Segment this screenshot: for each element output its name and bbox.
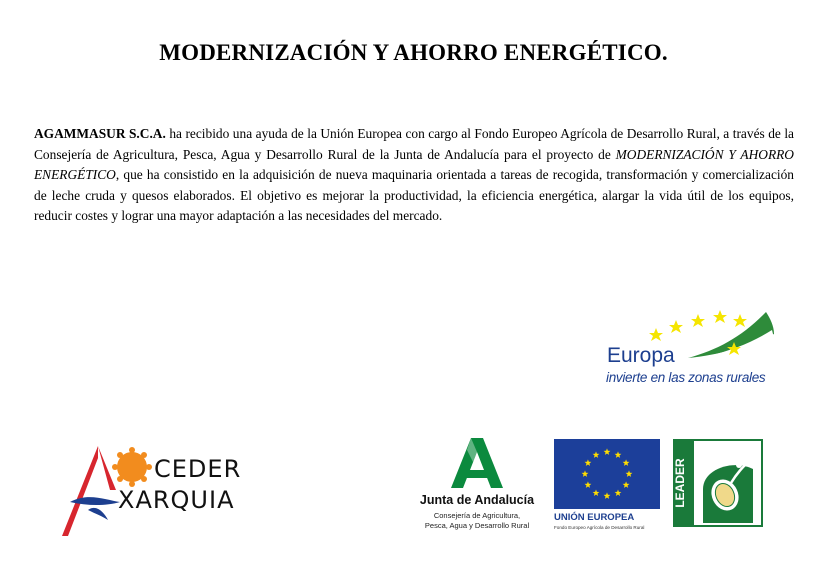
ceder-xarquia-logo [58,440,248,540]
europa-invierte-logo [600,306,780,390]
leader-logo [673,439,763,527]
company-name: AGAMMASUR S.C.A. [34,126,166,141]
eu-fund-name: Fondo Europeo Agrícola de Desarrollo Rural [554,525,645,530]
eu-name: UNIÓN EUROPEA [554,512,635,523]
body-text-1: ha recibido una ayuda de la Unión Europea con cargo al Fondo Europeo Agrícola de Desarrollo Rural, a través de la Consejería de Agricultura, Pesca, Agua y Desarrollo Rural de la Junta de Andalucía para el proyecto de [34,126,795,162]
page-title: MODERNIZACIÓN Y AHORRO ENERGÉTICO. [159,40,668,65]
junta-a-icon [449,436,505,490]
leader-label: LEADER [673,458,687,508]
body-paragraph [34,124,794,227]
body-text-2: , que ha consistido en la adquisición de nueva maquinaria orientada a tareas de recogida, transformación y comercialización de leche cruda y quesos elaborados. El objetivo es mejorar la productividad, la eficiencia energética, alargar la vida útil de los equipos, reducir costes y lograr una mayor adaptación a las necesidades del mercado. [34,167,794,223]
leader-emblem-icon [673,439,763,527]
project-name: MODERNIZACIÓN Y AHORRO ENERGÉTICO [34,146,794,182]
ceder-text: CEDER [154,455,242,483]
junta-subtitle-line2: Pesca, Agua y Desarrollo Rural [424,521,530,530]
xarquia-text: XARQUIA [118,486,235,514]
europa-slogan: invierte en las zonas rurales [606,370,766,385]
junta-andalucia-logo [412,436,542,536]
europa-word: Europa [607,344,675,367]
eu-flag-icon [554,439,660,509]
junta-name: Junta de Andalucía [419,493,535,507]
junta-subtitle [412,511,542,531]
union-europea-logo [554,439,662,535]
junta-subtitle-line1: Consejería de Agricultura, [433,511,521,520]
